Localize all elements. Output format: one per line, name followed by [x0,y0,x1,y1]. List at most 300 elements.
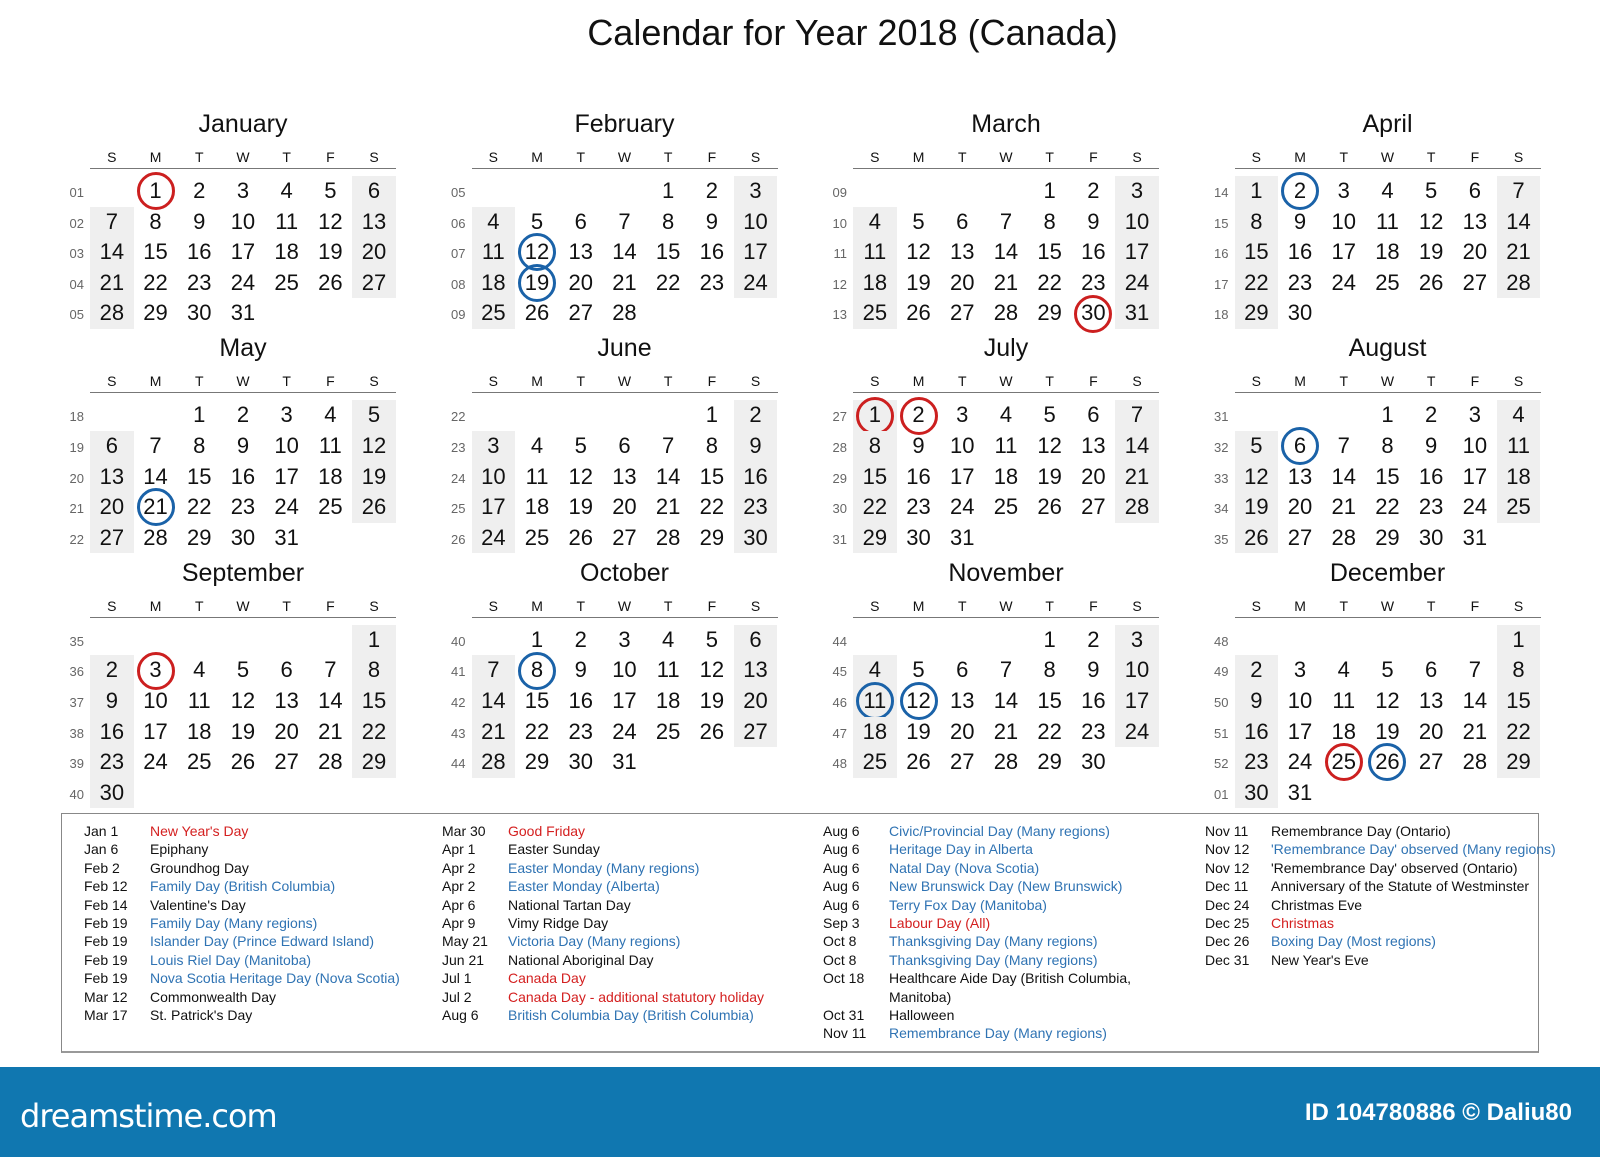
day-cell[interactable]: 5 [530,208,544,234]
day-cell[interactable]: 26 [1366,747,1410,778]
day-cell[interactable]: 28 [1331,524,1356,550]
day-cell[interactable]: 17 [1115,686,1159,717]
day-cell[interactable]: 11 [1497,431,1541,462]
day-cell[interactable]: 18 [318,463,343,489]
day-cell[interactable]: 14 [318,687,343,713]
day-cell[interactable]: 22 [143,269,168,295]
day-cell[interactable]: 9 [1087,657,1100,683]
day-cell[interactable]: 16 [699,239,725,265]
day-cell[interactable]: 18 [1497,462,1541,493]
day-cell[interactable]: 12 [568,463,593,489]
day-cell[interactable]: 11 [1376,208,1399,234]
day-cell[interactable]: 1 [134,176,178,207]
day-cell[interactable]: 29 [524,749,550,775]
day-cell[interactable]: 7 [472,655,516,686]
day-cell[interactable]: 29 [1497,747,1541,778]
day-cell[interactable]: 13 [1462,208,1488,234]
day-cell[interactable]: 24 [612,718,637,744]
day-cell[interactable]: 28 [1497,268,1541,299]
day-cell[interactable]: 12 [515,237,559,268]
day-cell[interactable]: 7 [1468,657,1481,683]
day-cell[interactable]: 11 [994,432,1018,458]
day-cell[interactable]: 8 [853,431,897,462]
day-cell[interactable]: 11 [853,237,897,268]
day-cell[interactable]: 5 [912,208,925,234]
day-cell[interactable]: 30 [1072,298,1116,329]
day-cell[interactable]: 22 [1375,494,1400,520]
day-cell[interactable]: 29 [1375,524,1400,550]
day-cell[interactable]: 4 [999,402,1013,428]
day-cell[interactable]: 25 [186,749,212,775]
day-cell[interactable]: 22 [524,718,550,744]
day-cell[interactable]: 15 [699,463,725,489]
day-cell[interactable]: 10 [1115,207,1159,238]
day-cell[interactable]: 17 [230,239,256,265]
day-cell[interactable]: 9 [236,432,250,458]
day-cell[interactable]: 23 [699,269,725,295]
day-cell[interactable]: 24 [1115,268,1159,299]
day-cell[interactable]: 28 [90,298,134,329]
day-cell[interactable]: 28 [993,749,1019,775]
day-cell[interactable]: 15 [655,239,681,265]
day-cell[interactable]: 29 [143,300,168,326]
day-cell[interactable]: 3 [1115,625,1159,656]
day-cell[interactable]: 7 [999,657,1013,683]
day-cell[interactable]: 13 [949,687,975,713]
day-cell[interactable]: 6 [734,625,778,656]
day-cell[interactable]: 27 [734,717,778,748]
day-cell[interactable]: 7 [1337,432,1350,458]
day-cell[interactable]: 23 [1287,269,1313,295]
day-cell[interactable]: 28 [472,747,516,778]
day-cell[interactable]: 20 [1418,718,1444,744]
day-cell[interactable]: 31 [612,749,637,775]
day-cell[interactable]: 27 [274,749,299,775]
day-cell[interactable]: 27 [1462,269,1488,295]
day-cell[interactable]: 26 [352,492,396,523]
day-cell[interactable]: 25 [655,718,681,744]
day-cell[interactable]: 23 [1081,718,1106,744]
day-cell[interactable]: 24 [1287,749,1313,775]
day-cell[interactable]: 23 [568,718,593,744]
day-cell[interactable]: 15 [1497,686,1541,717]
day-cell[interactable]: 21 [1331,494,1356,520]
day-cell[interactable]: 8 [1497,655,1541,686]
day-cell[interactable]: 21 [1462,718,1488,744]
day-cell[interactable]: 2 [1087,178,1100,203]
day-cell[interactable]: 13 [1418,687,1444,713]
day-cell[interactable]: 1 [662,178,675,203]
day-cell[interactable]: 1 [1497,625,1541,656]
day-cell[interactable]: 5 [236,657,250,683]
day-cell[interactable]: 2 [705,178,718,203]
day-cell[interactable]: 17 [472,492,516,523]
day-cell[interactable]: 18 [274,239,299,265]
day-cell[interactable]: 10 [612,657,637,683]
day-cell[interactable]: 4 [853,207,897,238]
day-cell[interactable]: 21 [134,492,178,523]
day-cell[interactable]: 1 [193,402,206,428]
day-cell[interactable]: 5 [352,400,396,431]
day-cell[interactable]: 1 [1381,402,1394,428]
day-cell[interactable]: 20 [1081,463,1106,489]
day-cell[interactable]: 8 [1235,207,1279,238]
day-cell[interactable]: 9 [90,686,134,717]
day-cell[interactable]: 3 [280,402,293,428]
watermark-logo[interactable]: dreamstime.com [20,1097,277,1135]
day-cell[interactable]: 25 [853,298,897,329]
day-cell[interactable]: 20 [734,686,778,717]
day-cell[interactable]: 21 [318,718,343,744]
day-cell[interactable]: 3 [734,176,778,207]
day-cell[interactable]: 5 [1235,431,1279,462]
day-cell[interactable]: 7 [662,432,675,458]
day-cell[interactable]: 22 [1235,268,1279,299]
day-cell[interactable]: 14 [1331,463,1356,489]
day-cell[interactable]: 8 [352,655,396,686]
day-cell[interactable]: 24 [1115,717,1159,748]
day-cell[interactable]: 7 [1497,176,1541,207]
day-cell[interactable]: 19 [318,239,343,265]
day-cell[interactable]: 18 [186,718,212,744]
day-cell[interactable]: 22 [655,269,681,295]
day-cell[interactable]: 13 [612,463,637,489]
day-cell[interactable]: 16 [1418,463,1444,489]
day-cell[interactable]: 16 [1287,239,1313,265]
day-cell[interactable]: 21 [1497,237,1541,268]
day-cell[interactable]: 19 [352,462,396,493]
day-cell[interactable]: 16 [186,239,212,265]
day-cell[interactable]: 6 [574,208,587,234]
day-cell[interactable]: 28 [1462,749,1488,775]
day-cell[interactable]: 6 [90,431,134,462]
day-cell[interactable]: 3 [134,655,178,686]
day-cell[interactable]: 11 [318,432,342,458]
day-cell[interactable]: 4 [530,432,544,458]
day-cell[interactable]: 26 [906,749,931,775]
day-cell[interactable]: 14 [655,463,681,489]
day-cell[interactable]: 6 [1278,431,1322,462]
day-cell[interactable]: 12 [699,657,725,683]
day-cell[interactable]: 5 [1043,402,1056,428]
day-cell[interactable]: 8 [149,208,162,234]
day-cell[interactable]: 10 [1331,208,1356,234]
day-cell[interactable]: 17 [1462,463,1488,489]
day-cell[interactable]: 8 [515,655,559,686]
day-cell[interactable]: 10 [949,432,975,458]
day-cell[interactable]: 5 [705,626,718,652]
day-cell[interactable]: 31 [1462,524,1488,550]
day-cell[interactable]: 28 [1115,492,1159,523]
day-cell[interactable]: 14 [1115,431,1159,462]
day-cell[interactable]: 16 [230,463,256,489]
day-cell[interactable]: 1 [530,626,544,652]
day-cell[interactable]: 1 [352,625,396,656]
day-cell[interactable]: 8 [193,432,206,458]
day-cell[interactable]: 6 [1087,402,1100,428]
day-cell[interactable]: 1 [1043,626,1056,652]
day-cell[interactable]: 14 [993,687,1019,713]
day-cell[interactable]: 25 [1375,269,1400,295]
day-cell[interactable]: 5 [324,178,337,203]
day-cell[interactable]: 1 [1235,176,1279,207]
day-cell[interactable]: 24 [949,494,975,520]
day-cell[interactable]: 11 [656,657,680,683]
day-cell[interactable]: 8 [1381,432,1394,458]
day-cell[interactable]: 12 [906,239,931,265]
day-cell[interactable]: 3 [1293,657,1307,683]
day-cell[interactable]: 11 [187,687,211,713]
day-cell[interactable]: 2 [193,178,206,203]
day-cell[interactable]: 10 [1462,432,1488,458]
day-cell[interactable]: 22 [1037,718,1062,744]
day-cell[interactable]: 7 [618,208,631,234]
day-cell[interactable]: 30 [186,300,212,326]
day-cell[interactable]: 20 [352,237,396,268]
day-cell[interactable]: 6 [1425,657,1438,683]
day-cell[interactable]: 17 [1287,718,1313,744]
day-cell[interactable]: 25 [524,524,550,550]
day-cell[interactable]: 15 [1037,239,1062,265]
day-cell[interactable]: 31 [1115,298,1159,329]
day-cell[interactable]: 13 [90,462,134,493]
day-cell[interactable]: 4 [472,207,516,238]
day-cell[interactable]: 2 [1425,402,1438,428]
day-cell[interactable]: 24 [1331,269,1356,295]
day-cell[interactable]: 10 [472,462,516,493]
day-cell[interactable]: 4 [324,402,337,428]
day-cell[interactable]: 20 [612,494,637,520]
day-cell[interactable]: 30 [90,778,134,809]
day-cell[interactable]: 26 [1235,523,1279,554]
day-cell[interactable]: 28 [143,524,168,550]
day-cell[interactable]: 28 [318,749,343,775]
day-cell[interactable]: 12 [1418,208,1444,234]
day-cell[interactable]: 13 [949,239,975,265]
day-cell[interactable]: 21 [993,718,1019,744]
day-cell[interactable]: 27 [90,523,134,554]
day-cell[interactable]: 31 [949,524,975,550]
day-cell[interactable]: 10 [274,432,299,458]
day-cell[interactable]: 28 [655,524,681,550]
day-cell[interactable]: 30 [568,749,593,775]
day-cell[interactable]: 2 [1087,626,1100,652]
day-cell[interactable]: 3 [1115,176,1159,207]
day-cell[interactable]: 27 [949,300,975,326]
day-cell[interactable]: 16 [568,687,593,713]
day-cell[interactable]: 19 [699,687,725,713]
day-cell[interactable]: 23 [1081,269,1106,295]
day-cell[interactable]: 4 [662,626,675,652]
day-cell[interactable]: 26 [906,300,931,326]
day-cell[interactable]: 11 [853,686,897,717]
day-cell[interactable]: 23 [186,269,212,295]
day-cell[interactable]: 26 [699,718,725,744]
day-cell[interactable]: 13 [734,655,778,686]
day-cell[interactable]: 21 [1115,462,1159,493]
day-cell[interactable]: 20 [1462,239,1488,265]
day-cell[interactable]: 11 [472,237,516,268]
day-cell[interactable]: 30 [1235,778,1279,809]
day-cell[interactable]: 9 [1235,686,1279,717]
day-cell[interactable]: 19 [230,718,256,744]
day-cell[interactable]: 18 [524,494,550,520]
day-cell[interactable]: 7 [149,432,162,458]
day-cell[interactable]: 27 [949,749,975,775]
day-cell[interactable]: 6 [956,208,969,234]
day-cell[interactable]: 18 [1375,239,1400,265]
day-cell[interactable]: 24 [143,749,168,775]
day-cell[interactable]: 21 [612,269,637,295]
day-cell[interactable]: 13 [1287,463,1313,489]
day-cell[interactable]: 29 [699,524,725,550]
day-cell[interactable]: 14 [612,239,637,265]
day-cell[interactable]: 30 [906,524,931,550]
day-cell[interactable]: 7 [324,657,337,683]
day-cell[interactable]: 30 [1287,300,1313,326]
day-cell[interactable]: 19 [906,269,931,295]
day-cell[interactable]: 10 [734,207,778,238]
day-cell[interactable]: 24 [734,268,778,299]
day-cell[interactable]: 18 [472,268,516,299]
day-cell[interactable]: 13 [274,687,299,713]
day-cell[interactable]: 19 [1418,239,1444,265]
day-cell[interactable]: 2 [574,626,587,652]
day-cell[interactable]: 11 [1332,687,1356,713]
day-cell[interactable]: 24 [1462,494,1488,520]
day-cell[interactable]: 19 [515,268,559,299]
day-cell[interactable]: 14 [993,239,1019,265]
day-cell[interactable]: 2 [1278,176,1322,207]
day-cell[interactable]: 23 [1235,747,1279,778]
day-cell[interactable]: 21 [90,268,134,299]
day-cell[interactable]: 14 [90,237,134,268]
day-cell[interactable]: 3 [956,402,969,428]
day-cell[interactable]: 17 [612,687,637,713]
day-cell[interactable]: 3 [1468,402,1481,428]
day-cell[interactable]: 25 [274,269,299,295]
day-cell[interactable]: 29 [1037,300,1062,326]
day-cell[interactable]: 30 [230,524,256,550]
day-cell[interactable]: 16 [734,462,778,493]
day-cell[interactable]: 29 [853,523,897,554]
day-cell[interactable]: 4 [1497,400,1541,431]
day-cell[interactable]: 7 [90,207,134,238]
day-cell[interactable]: 16 [90,717,134,748]
day-cell[interactable]: 4 [853,655,897,686]
day-cell[interactable]: 6 [618,432,631,458]
day-cell[interactable]: 16 [1235,717,1279,748]
day-cell[interactable]: 27 [352,268,396,299]
day-cell[interactable]: 10 [143,687,168,713]
day-cell[interactable]: 12 [1235,462,1279,493]
day-cell[interactable]: 21 [472,717,516,748]
day-cell[interactable]: 11 [525,463,549,489]
day-cell[interactable]: 29 [186,524,212,550]
day-cell[interactable]: 20 [568,269,593,295]
day-cell[interactable]: 18 [993,463,1019,489]
day-cell[interactable]: 17 [1331,239,1356,265]
day-cell[interactable]: 29 [1235,298,1279,329]
day-cell[interactable]: 6 [956,657,969,683]
day-cell[interactable]: 2 [90,655,134,686]
day-cell[interactable]: 22 [853,492,897,523]
day-cell[interactable]: 27 [612,524,637,550]
day-cell[interactable]: 20 [949,269,975,295]
day-cell[interactable]: 10 [1287,687,1313,713]
day-cell[interactable]: 27 [568,300,593,326]
day-cell[interactable]: 28 [612,300,637,326]
day-cell[interactable]: 15 [524,687,550,713]
day-cell[interactable]: 27 [1081,494,1106,520]
day-cell[interactable]: 7 [1115,400,1159,431]
day-cell[interactable]: 26 [318,269,343,295]
day-cell[interactable]: 15 [1375,463,1400,489]
day-cell[interactable]: 14 [143,463,168,489]
day-cell[interactable]: 26 [524,300,550,326]
day-cell[interactable]: 29 [352,747,396,778]
day-cell[interactable]: 3 [1337,178,1350,203]
day-cell[interactable]: 25 [1322,747,1366,778]
day-cell[interactable]: 6 [280,657,293,683]
day-cell[interactable]: 16 [1081,687,1106,713]
day-cell[interactable]: 20 [949,718,975,744]
day-cell[interactable]: 18 [853,717,897,748]
day-cell[interactable]: 8 [1043,657,1056,683]
day-cell[interactable]: 20 [274,718,299,744]
day-cell[interactable]: 13 [1081,432,1106,458]
day-cell[interactable]: 22 [1037,269,1062,295]
day-cell[interactable]: 4 [193,657,206,683]
day-cell[interactable]: 12 [230,687,256,713]
day-cell[interactable]: 5 [574,432,587,458]
day-cell[interactable]: 10 [1115,655,1159,686]
day-cell[interactable]: 15 [143,239,168,265]
day-cell[interactable]: 12 [1375,687,1400,713]
day-cell[interactable]: 15 [1037,687,1062,713]
day-cell[interactable]: 2 [236,402,250,428]
day-cell[interactable]: 25 [318,494,343,520]
day-cell[interactable]: 17 [949,463,975,489]
day-cell[interactable]: 26 [230,749,256,775]
day-cell[interactable]: 23 [906,494,931,520]
day-cell[interactable]: 19 [1235,492,1279,523]
day-cell[interactable]: 7 [999,208,1013,234]
day-cell[interactable]: 14 [472,686,516,717]
day-cell[interactable]: 23 [1418,494,1444,520]
day-cell[interactable]: 27 [1287,524,1313,550]
day-cell[interactable]: 2 [897,400,941,431]
day-cell[interactable]: 14 [1497,207,1541,238]
day-cell[interactable]: 9 [193,208,206,234]
day-cell[interactable]: 1 [1043,178,1056,203]
day-cell[interactable]: 1 [853,400,897,431]
day-cell[interactable]: 9 [1425,432,1438,458]
day-cell[interactable]: 14 [1462,687,1488,713]
day-cell[interactable]: 29 [1037,749,1062,775]
day-cell[interactable]: 17 [274,463,299,489]
day-cell[interactable]: 26 [568,524,593,550]
day-cell[interactable]: 24 [472,523,516,554]
day-cell[interactable]: 15 [1235,237,1279,268]
day-cell[interactable]: 18 [853,268,897,299]
day-cell[interactable]: 4 [1337,657,1350,683]
day-cell[interactable]: 12 [897,686,941,717]
day-cell[interactable]: 30 [1418,524,1444,550]
day-cell[interactable]: 10 [230,208,256,234]
day-cell[interactable]: 22 [699,494,725,520]
day-cell[interactable]: 15 [352,686,396,717]
